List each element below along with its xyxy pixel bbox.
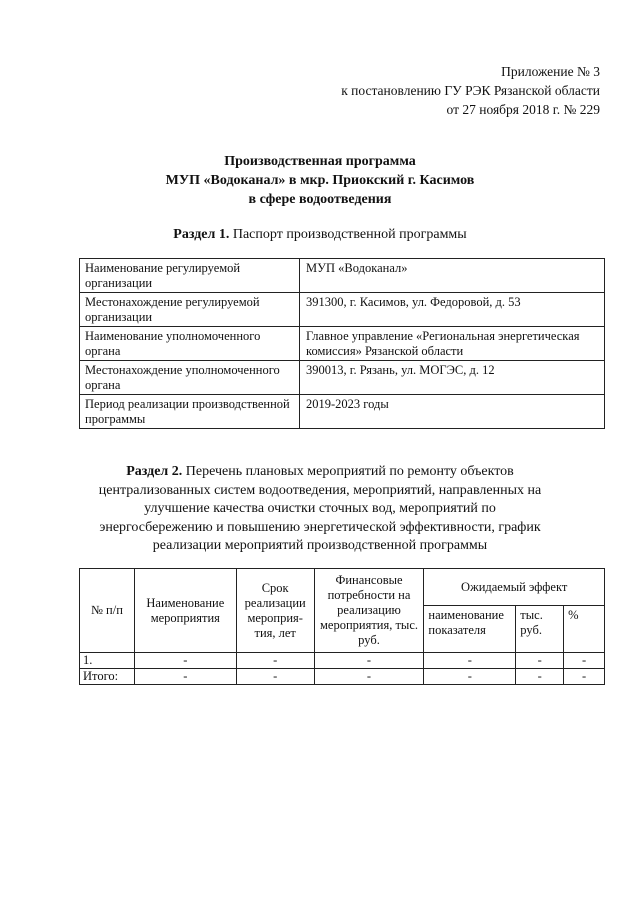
cell-term: - [236, 669, 314, 685]
column-header-num: № п/п [80, 569, 135, 653]
table-row [80, 327, 605, 361]
cell-thousand: - [516, 669, 564, 685]
appendix-number: Приложение № 3 [501, 64, 600, 79]
column-header-effect: Ожидаемый эффект [424, 569, 605, 606]
cell-finance: - [314, 669, 424, 685]
title-line-1: Производственная программа [224, 154, 416, 169]
passport-label: Местонахождение регулируемой организации [80, 293, 300, 327]
table-row [80, 653, 605, 669]
cell-indicator: - [424, 669, 516, 685]
table-row [80, 259, 605, 293]
section-1-title: Паспорт производственной программы [229, 227, 467, 242]
section-2-heading [0, 463, 640, 556]
measures-table [79, 568, 605, 685]
resolution-reference: к постановлению ГУ РЭК Рязанской области [341, 83, 600, 98]
table-row [80, 361, 605, 395]
column-header-finance: Финансовые потребности на реализацию мероприятия, тыс. руб. [314, 569, 424, 653]
cell-num: Итого: [80, 669, 135, 685]
cell-num: 1. [80, 653, 135, 669]
passport-value: 390013, г. Рязань, ул. МОГЭС, д. 12 [300, 361, 605, 395]
title-line-3: в сфере водоотведения [248, 192, 392, 207]
table-row [80, 395, 605, 429]
table-row [80, 669, 605, 685]
table-header-row [80, 569, 605, 606]
column-header-name: Наименование мероприятия [134, 569, 236, 653]
section-2-title-line-1: Перечень плановых мероприятий по ремонту объектов [182, 464, 514, 479]
passport-value: 2019-2023 годы [300, 395, 605, 429]
cell-indicator: - [424, 653, 516, 669]
column-header-thousand: тыс. руб. [516, 606, 564, 653]
column-header-percent: % [564, 606, 605, 653]
document-header [341, 62, 600, 119]
title-line-2: МУП «Водоканал» в мкр. Приокский г. Касимов [165, 173, 475, 188]
cell-finance: - [314, 653, 424, 669]
cell-name: - [134, 653, 236, 669]
section-2-title-line-4: энергосбережению и повышению энергетической эффективности, график [99, 519, 541, 535]
section-1-number: Раздел 1. [173, 227, 230, 242]
passport-table [79, 258, 605, 429]
table-row [80, 293, 605, 327]
section-2-title-line-3: улучшение качества очистки сточных вод, мероприятий по [144, 501, 496, 516]
passport-value: 391300, г. Касимов, ул. Федоровой, д. 53 [300, 293, 605, 327]
passport-label: Местонахождение уполномоченного органа [80, 361, 300, 395]
cell-term: - [236, 653, 314, 669]
resolution-date: от 27 ноября 2018 г. № 229 [446, 102, 600, 117]
passport-label: Период реализации производственной программы [80, 395, 300, 429]
cell-percent: - [564, 653, 605, 669]
column-header-term: Срок реализации мероприя-тия, лет [236, 569, 314, 653]
section-2-number: Раздел 2. [126, 464, 183, 479]
cell-percent: - [564, 669, 605, 685]
section-2-title-line-5: реализации мероприятий производственной программы [152, 538, 488, 553]
section-2-title-line-2: централизованных систем водоотведения, мероприятий, направленных на [98, 482, 542, 498]
cell-name: - [134, 669, 236, 685]
column-header-indicator: наименование показателя [424, 606, 516, 653]
section-1-heading [0, 225, 640, 244]
document-title [0, 152, 640, 209]
passport-value: Главное управление «Региональная энергетическая комиссия» Рязанской области [300, 327, 605, 361]
passport-label: Наименование регулируемой организации [80, 259, 300, 293]
passport-label: Наименование уполномоченного органа [80, 327, 300, 361]
passport-value: МУП «Водоканал» [300, 259, 605, 293]
cell-thousand: - [516, 653, 564, 669]
